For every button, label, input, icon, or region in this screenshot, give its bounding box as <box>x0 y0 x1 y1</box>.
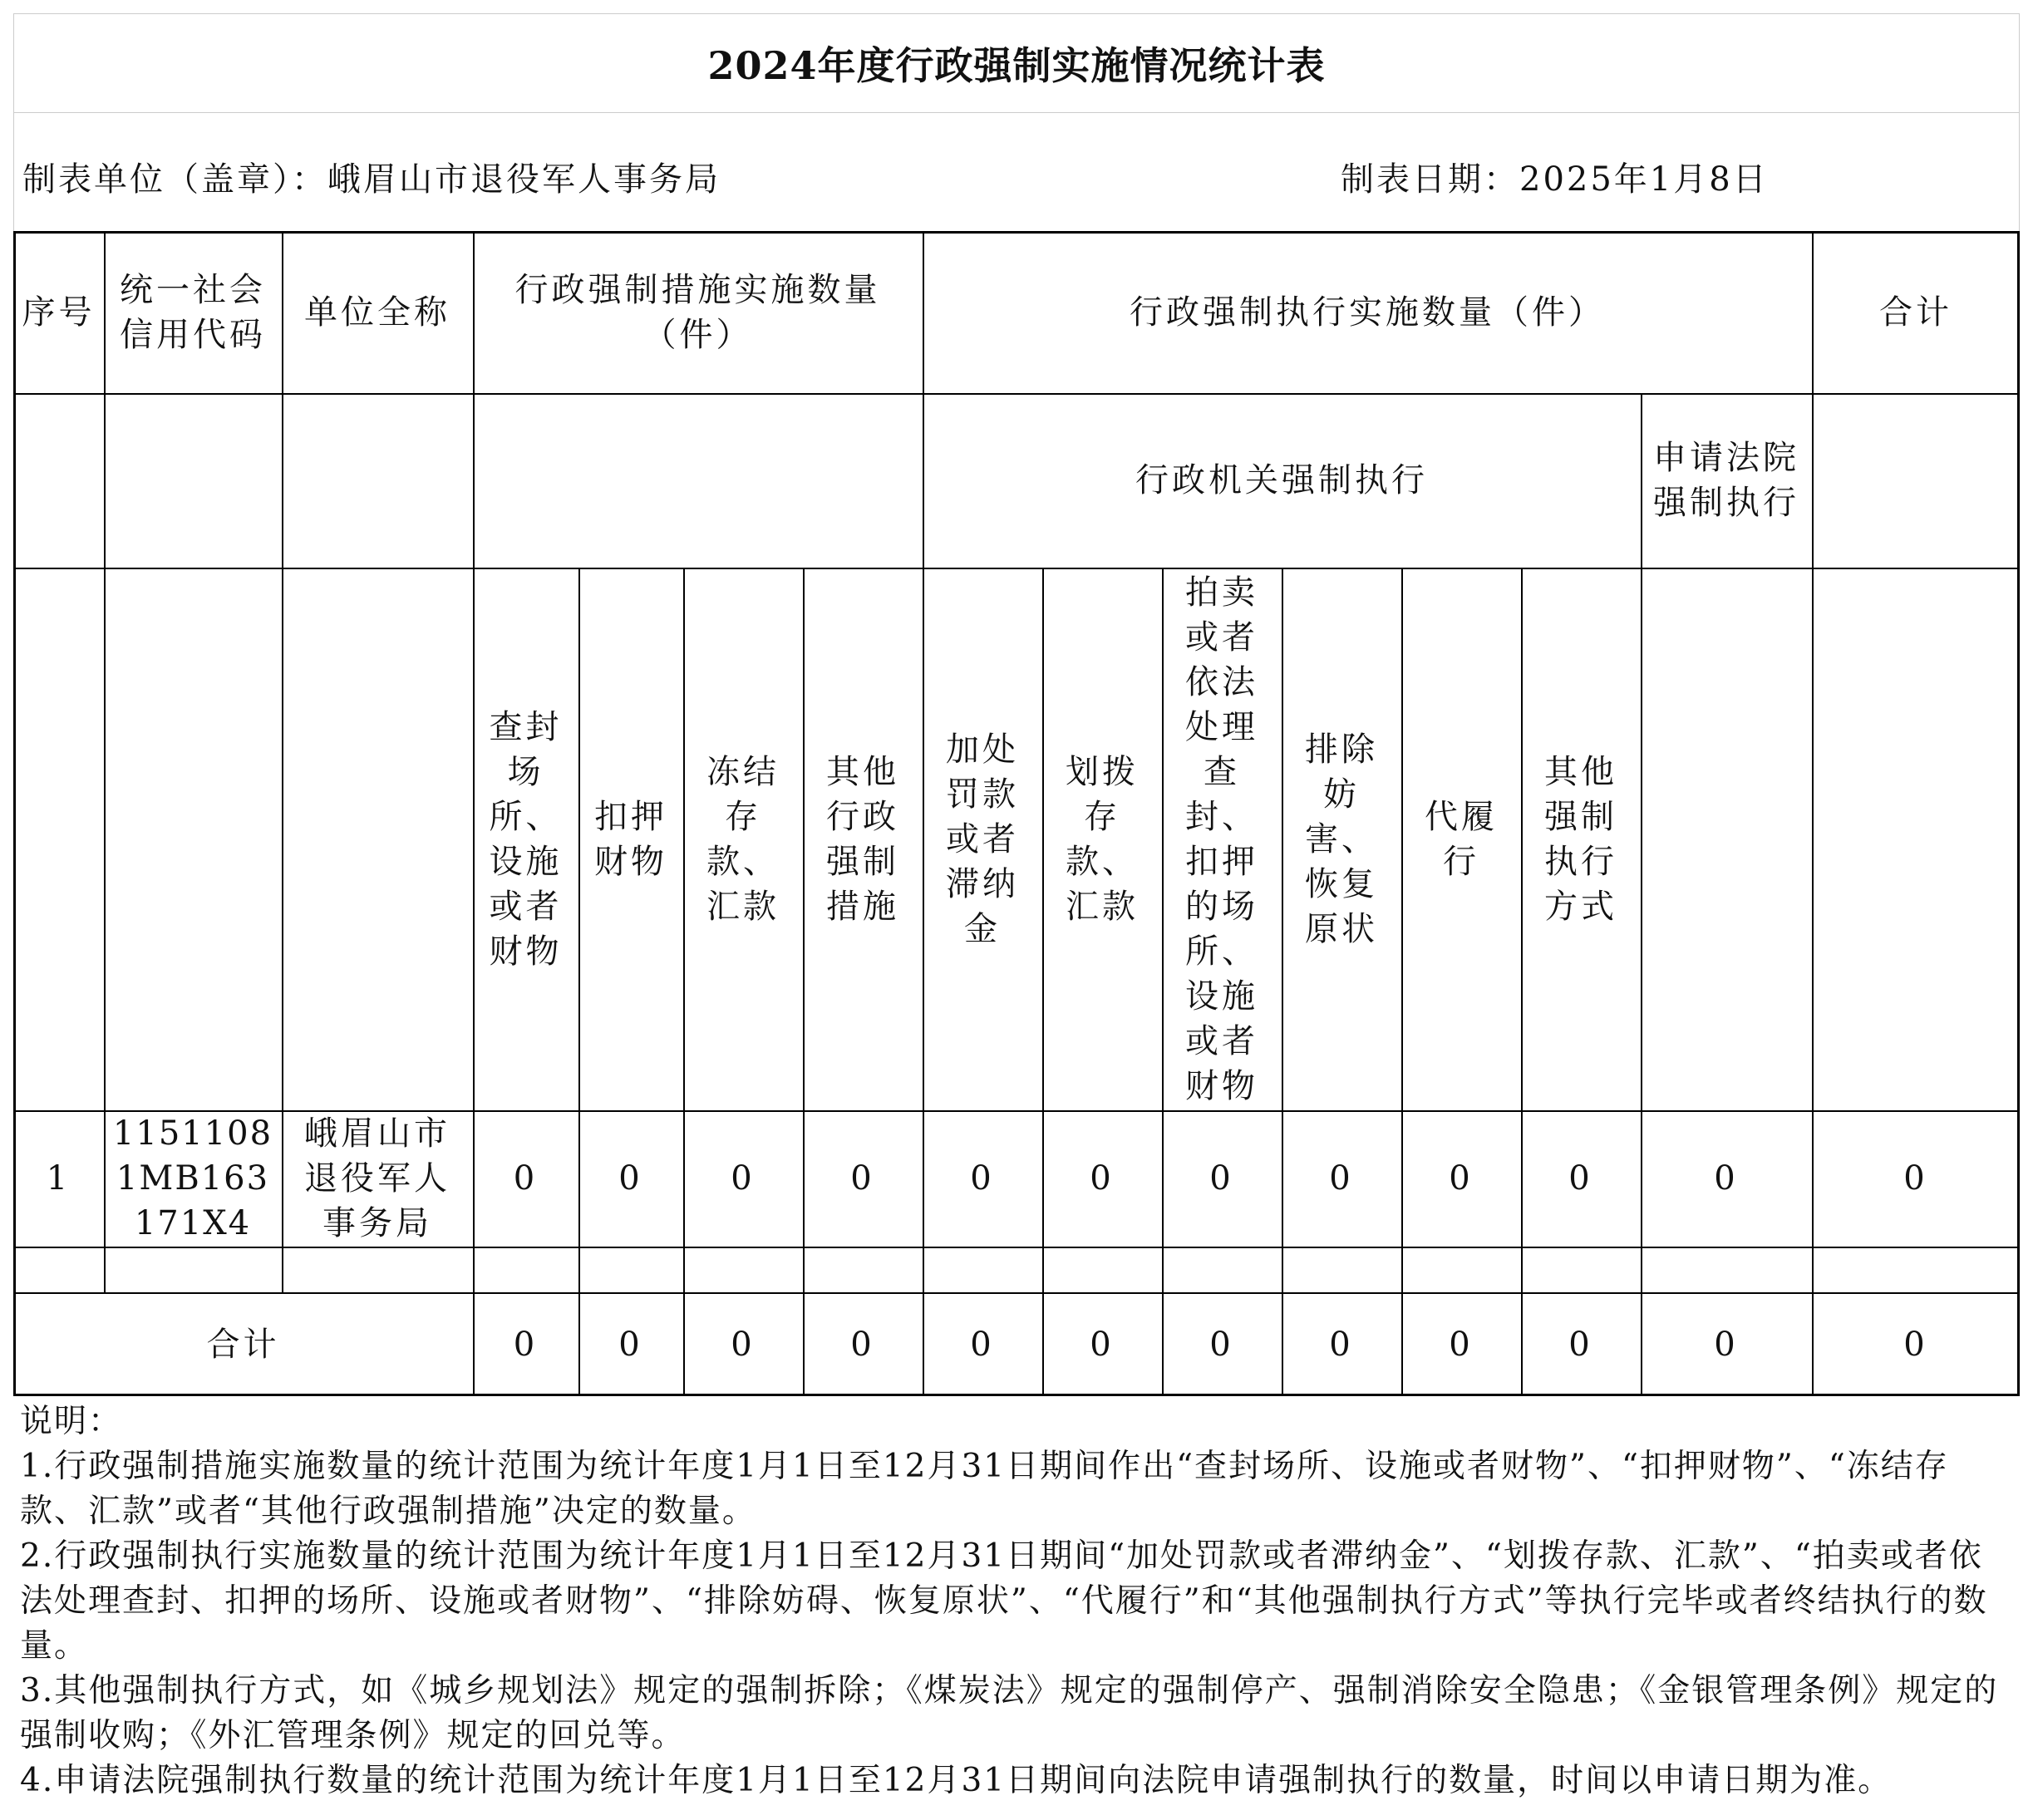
row-value: 0 <box>970 1159 995 1198</box>
header-credit-code: 统一社会信用代码 <box>120 270 266 354</box>
row-value: 0 <box>1209 1159 1234 1198</box>
row-value: 0 <box>1329 1159 1354 1198</box>
totals-value: 0 <box>513 1325 539 1364</box>
header-seal-premises: 查封场所、设施或者财物 <box>489 707 563 971</box>
totals-value: 0 <box>1209 1325 1234 1364</box>
totals-value: 0 <box>1449 1325 1474 1364</box>
header-court-exec: 申请法院强制执行 <box>1653 439 1799 522</box>
row-unit-name: 峨眉山市退役军人事务局 <box>304 1114 450 1242</box>
unit-line: 制表单位（盖章）：峨眉山市退役军人事务局 <box>22 160 721 199</box>
totals-value: 0 <box>1090 1325 1115 1364</box>
meta-box <box>13 113 2020 231</box>
header-total: 合计 <box>1879 293 1952 332</box>
row-value: 0 <box>850 1159 875 1198</box>
row-value: 0 <box>1568 1159 1593 1198</box>
row-value: 0 <box>618 1159 643 1198</box>
totals-value: 0 <box>1329 1325 1354 1364</box>
header-freeze-deposits: 冻结存款、汇款 <box>706 752 780 926</box>
header-auction-property: 拍卖或者依法处理查封、扣押的场所、设施或者财物 <box>1185 573 1258 1105</box>
row-value: 0 <box>1449 1159 1474 1198</box>
row-value: 0 <box>1903 1159 1928 1198</box>
note-3: 3.其他强制执行方式，如《城乡规划法》规定的强制拆除；《煤炭法》规定的强制停产、强制消除安全隐患；《金银管理条例》规定的强制收购；《外汇管理条例》规定的回兑等。 <box>20 1672 1999 1754</box>
header-seize-property: 扣押财物 <box>594 797 667 881</box>
header-seq: 序号 <box>22 293 96 332</box>
header-add-fine: 加处罚款或者滞纳金 <box>946 730 1019 948</box>
header-substitute-performance: 代履行 <box>1425 797 1498 881</box>
header-measures-group: 行政强制措施实施数量（件） <box>514 270 881 354</box>
totals-value: 0 <box>970 1325 995 1364</box>
header-other-exec: 其他强制执行方式 <box>1544 752 1617 926</box>
title-box <box>13 13 2020 113</box>
header-admin-exec: 行政机关强制执行 <box>1135 461 1428 499</box>
row-value: 0 <box>1714 1159 1739 1198</box>
row-seq: 1 <box>46 1159 71 1198</box>
header-exec-group: 行政强制执行实施数量（件） <box>1130 293 1605 332</box>
header-transfer-deposits: 划拨存款、汇款 <box>1066 752 1139 926</box>
note-4: 4.申请法院强制执行数量的统计范围为统计年度1月1日至12月31日期间向法院申请强制执行的数量，时间以申请日期为准。 <box>20 1762 1893 1799</box>
totals-value: 0 <box>618 1325 643 1364</box>
totals-value: 0 <box>1903 1325 1928 1364</box>
totals-value: 0 <box>731 1325 756 1364</box>
totals-value: 0 <box>1714 1325 1739 1364</box>
note-2: 2.行政强制执行实施数量的统计范围为统计年度1月1日至12月31日期间“加处罚款或者滞纳金”、“划拨存款、汇款”、“拍卖或者依法处理查封、扣押的场所、设施或者财物”、“排除妨碍、恢复原状”、“代履行”和“其他强制执行方式”等执行完毕或者终结执行的数量。 <box>20 1537 1988 1665</box>
page-title: 2024年度行政强制实施情况统计表 <box>707 43 1326 88</box>
row-value: 0 <box>1090 1159 1115 1198</box>
totals-label: 合计 <box>206 1325 280 1364</box>
row-value: 0 <box>731 1159 756 1198</box>
header-remove-obstruction: 排除妨害、恢复原状 <box>1305 730 1378 948</box>
note-1: 1.行政强制措施实施数量的统计范围为统计年度1月1日至12月31日期间作出“查封场所、设施或者财物”、“扣押财物”、“冻结存款、汇款”或者“其他行政强制措施”决定的数量。 <box>20 1448 1949 1530</box>
row-value: 0 <box>513 1159 539 1198</box>
statistics-table <box>13 231 2020 1396</box>
row-credit-code: 11511081MB163171X4 <box>112 1114 273 1242</box>
totals-value: 0 <box>850 1325 875 1364</box>
grid-line <box>13 1247 2020 1248</box>
header-other-measures: 其他行政强制措施 <box>826 752 899 926</box>
date-line: 制表日期：2025年1月8日 <box>1341 160 1769 199</box>
header-unit-name: 单位全称 <box>304 293 450 332</box>
notes <box>20 1399 2006 1803</box>
totals-value: 0 <box>1568 1325 1593 1364</box>
notes-heading: 说明： <box>20 1403 123 1440</box>
